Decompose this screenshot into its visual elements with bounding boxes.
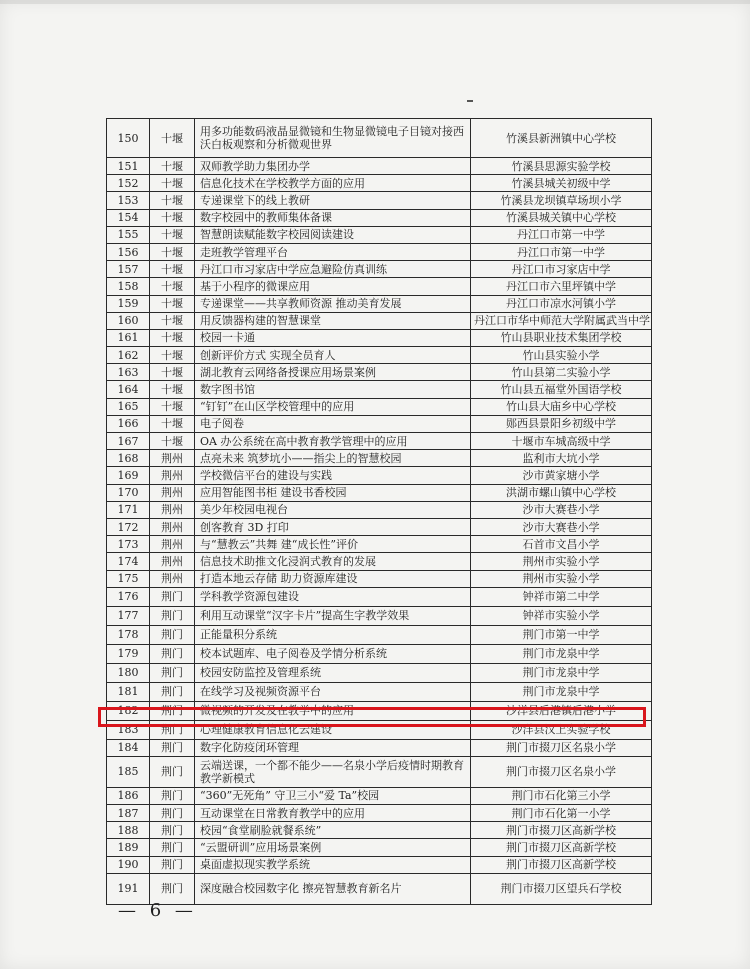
row-school: 丹江口市凉水河镇小学 — [471, 295, 652, 312]
row-number: 189 — [107, 839, 150, 856]
row-school: 荆门市石化第三小学 — [471, 787, 652, 804]
table-row — [107, 756, 652, 787]
row-city: 十堰 — [150, 433, 195, 450]
row-city: 荆门 — [150, 822, 195, 839]
row-city: 荆州 — [150, 553, 195, 570]
row-number: 169 — [107, 467, 150, 484]
table-row — [107, 433, 652, 450]
table-row — [107, 682, 652, 701]
row-city: 荆州 — [150, 501, 195, 518]
row-number: 153 — [107, 192, 150, 209]
row-title: 信息化技术在学校教学方面的应用 — [195, 175, 471, 192]
row-school: 石首市文昌小学 — [471, 536, 652, 553]
table-row — [107, 347, 652, 364]
row-number: 158 — [107, 278, 150, 295]
row-title: 数字校园中的教师集体备课 — [195, 209, 471, 226]
row-number: 174 — [107, 553, 150, 570]
row-city: 十堰 — [150, 295, 195, 312]
row-city: 荆门 — [150, 805, 195, 822]
row-title: 用反馈器构建的智慧课堂 — [195, 312, 471, 329]
table-row — [107, 739, 652, 756]
row-title: 云端送课，一个都不能少——名泉小学后疫情时期教育教学新模式 — [195, 756, 471, 787]
row-city: 荆门 — [150, 606, 195, 625]
row-city: 十堰 — [150, 243, 195, 260]
row-school: 竹山县职业技术集团学校 — [471, 329, 652, 346]
table-row — [107, 158, 652, 175]
table-row — [107, 295, 652, 312]
row-city: 十堰 — [150, 381, 195, 398]
table-row — [107, 501, 652, 518]
table-row — [107, 450, 652, 467]
row-city: 十堰 — [150, 415, 195, 432]
row-city: 十堰 — [150, 175, 195, 192]
row-school: 沙洋县后港镇后港小学 — [471, 701, 652, 720]
table-row — [107, 312, 652, 329]
row-city: 十堰 — [150, 119, 195, 158]
row-school: 荆门市龙泉中学 — [471, 644, 652, 663]
row-city: 荆州 — [150, 450, 195, 467]
row-school: 丹江口市第一中学 — [471, 243, 652, 260]
row-school: 监利市大坑小学 — [471, 450, 652, 467]
row-number: 159 — [107, 295, 150, 312]
row-number: 190 — [107, 856, 150, 873]
row-title: 美少年校园电视台 — [195, 501, 471, 518]
row-school: 荆门市龙泉中学 — [471, 663, 652, 682]
row-title: 基于小程序的微课应用 — [195, 278, 471, 295]
row-city: 荆门 — [150, 625, 195, 644]
table-row — [107, 856, 652, 873]
row-title: 互动课堂在日常教育教学中的应用 — [195, 805, 471, 822]
row-title: 校园“食堂刷脸就餐系统” — [195, 822, 471, 839]
row-number: 176 — [107, 587, 150, 606]
table-row — [107, 467, 652, 484]
row-school: 竹山县大庙乡中心学校 — [471, 398, 652, 415]
row-number: 157 — [107, 261, 150, 278]
project-list-table — [106, 118, 652, 905]
row-title: 双师教学助力集团办学 — [195, 158, 471, 175]
row-number: 184 — [107, 739, 150, 756]
row-title: 心理健康教育信息化云建设 — [195, 720, 471, 739]
row-number: 168 — [107, 450, 150, 467]
row-school: 竹山县第二实验小学 — [471, 364, 652, 381]
table-row — [107, 787, 652, 804]
row-city: 荆门 — [150, 720, 195, 739]
row-title: “云盟研训”应用场景案例 — [195, 839, 471, 856]
row-title: 校本试题库、电子阅卷及学情分析系统 — [195, 644, 471, 663]
table-row — [107, 243, 652, 260]
row-city: 荆州 — [150, 536, 195, 553]
row-number: 177 — [107, 606, 150, 625]
row-number: 188 — [107, 822, 150, 839]
row-title: OA 办公系统在高中教育教学管理中的应用 — [195, 433, 471, 450]
row-school: 钟祥市实验小学 — [471, 606, 652, 625]
row-school: 沙市黄家塘小学 — [471, 467, 652, 484]
row-city: 十堰 — [150, 329, 195, 346]
row-number: 167 — [107, 433, 150, 450]
row-city: 荆门 — [150, 587, 195, 606]
table-row — [107, 805, 652, 822]
row-number: 181 — [107, 682, 150, 701]
row-number: 150 — [107, 119, 150, 158]
row-school: 沙洋县汉上实验学校 — [471, 720, 652, 739]
row-number: 191 — [107, 873, 150, 904]
row-school: 竹溪县思源实验学校 — [471, 158, 652, 175]
table-row — [107, 381, 652, 398]
row-school: 沙市大赛巷小学 — [471, 518, 652, 535]
table-row — [107, 518, 652, 535]
row-school: 丹江口市华中师范大学附属武当中学 — [471, 312, 652, 329]
row-school: 荆门市掇刀区高新学校 — [471, 839, 652, 856]
row-number: 166 — [107, 415, 150, 432]
row-title: 应用智能图书柜 建设书香校园 — [195, 484, 471, 501]
table-row — [107, 587, 652, 606]
row-number: 163 — [107, 364, 150, 381]
row-city: 荆门 — [150, 856, 195, 873]
row-title: 校园安防监控及管理系统 — [195, 663, 471, 682]
row-number: 185 — [107, 756, 150, 787]
row-city: 荆州 — [150, 570, 195, 587]
row-school: 竹溪县龙坝镇草场坝小学 — [471, 192, 652, 209]
table-body — [107, 119, 652, 905]
row-title: 在线学习及视频资源平台 — [195, 682, 471, 701]
row-city: 荆门 — [150, 739, 195, 756]
row-city: 十堰 — [150, 261, 195, 278]
row-title: 校园一卡通 — [195, 329, 471, 346]
row-title: 学校微信平台的建设与实践 — [195, 467, 471, 484]
row-number: 182 — [107, 701, 150, 720]
row-number: 170 — [107, 484, 150, 501]
row-number: 180 — [107, 663, 150, 682]
row-title: 学科教学资源包建设 — [195, 587, 471, 606]
table-row — [107, 625, 652, 644]
table-row — [107, 278, 652, 295]
row-title: 智慧朗读赋能数字校园阅读建设 — [195, 226, 471, 243]
row-title: 湖北教育云网络备授课应用场景案例 — [195, 364, 471, 381]
table-row — [107, 570, 652, 587]
row-number: 173 — [107, 536, 150, 553]
row-title: 电子阅卷 — [195, 415, 471, 432]
row-number: 151 — [107, 158, 150, 175]
table-row — [107, 364, 652, 381]
table-row — [107, 822, 652, 839]
table-row — [107, 484, 652, 501]
table-row — [107, 398, 652, 415]
row-number: 156 — [107, 243, 150, 260]
table-row — [107, 839, 652, 856]
scan-top-strip — [0, 0, 750, 4]
row-number: 172 — [107, 518, 150, 535]
table-row — [107, 119, 652, 158]
row-city: 荆州 — [150, 518, 195, 535]
row-city: 荆门 — [150, 787, 195, 804]
row-title: 数字图书馆 — [195, 381, 471, 398]
row-school: 荆门市掇刀区高新学校 — [471, 856, 652, 873]
row-school: 丹江口市第一中学 — [471, 226, 652, 243]
row-title: 走班教学管理平台 — [195, 243, 471, 260]
highlight-box — [98, 707, 646, 727]
row-school: 竹山县实验小学 — [471, 347, 652, 364]
row-school: 荆门市掇刀区高新学校 — [471, 822, 652, 839]
row-school: 荆门市掇刀区望兵石学校 — [471, 873, 652, 904]
row-city: 荆门 — [150, 663, 195, 682]
row-school: 荆门市第一中学 — [471, 625, 652, 644]
row-school: 沙市大赛巷小学 — [471, 501, 652, 518]
row-number: 178 — [107, 625, 150, 644]
row-city: 荆门 — [150, 873, 195, 904]
row-title: 创新评价方式 实现全员育人 — [195, 347, 471, 364]
table-row — [107, 663, 652, 682]
row-school: 钟祥市第二中学 — [471, 587, 652, 606]
row-school: 荆门市石化第一小学 — [471, 805, 652, 822]
row-number: 164 — [107, 381, 150, 398]
row-title: 专递课堂下的线上教研 — [195, 192, 471, 209]
row-school: 竹溪县城关镇中心学校 — [471, 209, 652, 226]
row-number: 165 — [107, 398, 150, 415]
table-row — [107, 192, 652, 209]
row-number: 154 — [107, 209, 150, 226]
row-city: 十堰 — [150, 278, 195, 295]
row-city: 荆门 — [150, 644, 195, 663]
row-number: 155 — [107, 226, 150, 243]
row-title: 信息技术助推文化浸润式教育的发展 — [195, 553, 471, 570]
row-city: 十堰 — [150, 364, 195, 381]
row-title: 与“慧教云”共舞 建“成长性”评价 — [195, 536, 471, 553]
row-city: 荆州 — [150, 484, 195, 501]
table-row — [107, 606, 652, 625]
table-row — [107, 415, 652, 432]
row-title: 用多功能数码液晶显微镜和生物显微镜电子目镜对接西沃白板观察和分析微观世界 — [195, 119, 471, 158]
scan-mark — [467, 100, 473, 102]
row-school: 荆州市实验小学 — [471, 553, 652, 570]
page-number: — 6 — — [118, 900, 197, 921]
row-number: 152 — [107, 175, 150, 192]
row-title: 专递课堂——共享教师资源 推动美育发展 — [195, 295, 471, 312]
row-title: 丹江口市习家店中学应急避险仿真训练 — [195, 261, 471, 278]
row-title: 深度融合校园数字化 擦亮智慧教育新名片 — [195, 873, 471, 904]
row-city: 十堰 — [150, 209, 195, 226]
row-title: 打造本地云存储 助力资源库建设 — [195, 570, 471, 587]
row-title: 正能量积分系统 — [195, 625, 471, 644]
row-school: 郧西县景阳乡初级中学 — [471, 415, 652, 432]
row-title: “钉钉”在山区学校管理中的应用 — [195, 398, 471, 415]
row-school: 丹江口市习家店中学 — [471, 261, 652, 278]
row-number: 183 — [107, 720, 150, 739]
row-school: 荆州市实验小学 — [471, 570, 652, 587]
table-row — [107, 209, 652, 226]
row-city: 荆门 — [150, 701, 195, 720]
row-school: 荆门市掇刀区名泉小学 — [471, 756, 652, 787]
row-school: 竹山县五福堂外国语学校 — [471, 381, 652, 398]
row-number: 160 — [107, 312, 150, 329]
row-title: 利用互动课堂“汉字卡片”提高生字教学效果 — [195, 606, 471, 625]
row-school: 荆门市掇刀区名泉小学 — [471, 739, 652, 756]
row-title: 创客教育 3D 打印 — [195, 518, 471, 535]
row-number: 179 — [107, 644, 150, 663]
table-row — [107, 261, 652, 278]
table-row — [107, 175, 652, 192]
row-number: 175 — [107, 570, 150, 587]
row-city: 十堰 — [150, 347, 195, 364]
row-school: 竹溪县新洲镇中心学校 — [471, 119, 652, 158]
row-title: 点亮未来 筑梦坑小——指尖上的智慧校园 — [195, 450, 471, 467]
table-row — [107, 536, 652, 553]
row-school: 十堰市车城高级中学 — [471, 433, 652, 450]
row-number: 171 — [107, 501, 150, 518]
row-number: 187 — [107, 805, 150, 822]
row-number: 162 — [107, 347, 150, 364]
row-title: 桌面虚拟现实教学系统 — [195, 856, 471, 873]
row-number: 161 — [107, 329, 150, 346]
row-city: 十堰 — [150, 398, 195, 415]
row-city: 荆州 — [150, 467, 195, 484]
table-row — [107, 644, 652, 663]
row-school: 洪湖市螺山镇中心学校 — [471, 484, 652, 501]
row-school: 竹溪县城关初级中学 — [471, 175, 652, 192]
table-row — [107, 553, 652, 570]
row-title: 微视频的开发及在教学中的应用 — [195, 701, 471, 720]
row-city: 荆门 — [150, 682, 195, 701]
row-city: 十堰 — [150, 312, 195, 329]
row-city: 十堰 — [150, 192, 195, 209]
row-city: 荆门 — [150, 756, 195, 787]
table-row — [107, 329, 652, 346]
row-school: 荆门市龙泉中学 — [471, 682, 652, 701]
row-school: 丹江口市六里坪镇中学 — [471, 278, 652, 295]
row-number: 186 — [107, 787, 150, 804]
row-city: 十堰 — [150, 158, 195, 175]
row-title: “360”无死角” 守卫三小“爱 Ta”校园 — [195, 787, 471, 804]
row-city: 十堰 — [150, 226, 195, 243]
row-city: 荆门 — [150, 839, 195, 856]
table-row — [107, 226, 652, 243]
row-title: 数字化防疫闭环管理 — [195, 739, 471, 756]
